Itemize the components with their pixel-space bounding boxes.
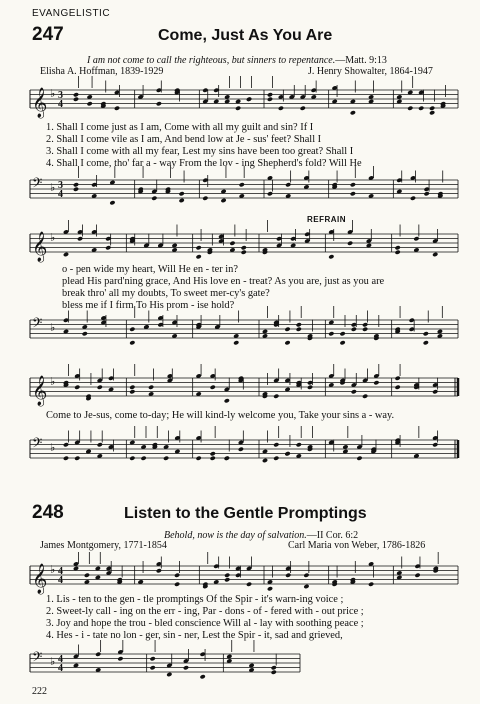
note-head — [303, 584, 309, 589]
time-signature-top: 4 — [58, 566, 63, 577]
bass-staff-system-1 — [0, 646, 480, 686]
flat-icon: ♭ — [50, 87, 56, 100]
verse-line-1: 1. Lis - ten to the gen - tle promptings Of the Spir - it's warn-ing voice ; — [46, 594, 344, 605]
note-head — [82, 331, 88, 336]
note-head — [202, 196, 208, 201]
time-signature-bottom: 4 — [58, 99, 63, 110]
verse-line-1: o - pen wide my heart, Will He en - ter in? — [62, 264, 238, 275]
note-head — [271, 665, 277, 670]
verse-line-4: 4. Hes - i - tate no lon - ger, sin - ner, Lest the Spir - it, sad and grieved, — [46, 630, 343, 641]
note-head — [179, 198, 185, 203]
note-head — [423, 340, 429, 345]
note-head — [129, 327, 135, 332]
note-head — [238, 447, 244, 452]
note-head — [278, 106, 284, 111]
note-head — [246, 582, 252, 587]
note-head — [220, 198, 226, 203]
verse-line-3: break thro' all my doubts, To sweet mer-cy's gate? — [62, 288, 270, 299]
composer-credit: J. Henry Showalter, 1864-1947 — [308, 66, 433, 77]
verse-line-4: 4. Shall I come, tho' far a - way From the lov - ing Shepherd's fold? Will He — [46, 158, 362, 169]
note-head — [285, 182, 291, 187]
note-head — [210, 451, 216, 456]
time-signature-bottom: 4 — [58, 663, 63, 674]
note-head — [63, 456, 69, 461]
epigraph-text: Behold, now is the day of salvation. — [164, 530, 307, 541]
note-head — [63, 252, 69, 257]
note-head — [241, 245, 247, 250]
note-head — [117, 656, 123, 661]
note-head — [350, 110, 356, 115]
note-head — [414, 573, 420, 578]
note-head — [362, 394, 368, 399]
bass-clef-icon: 𝄢 — [32, 649, 43, 668]
note-head — [429, 106, 435, 111]
flat-icon: ♭ — [50, 181, 56, 194]
note-head — [296, 322, 302, 327]
note-head — [284, 327, 290, 332]
note-head — [151, 196, 157, 201]
note-head — [368, 582, 374, 587]
page-number: 222 — [32, 686, 47, 697]
bass-clef-icon: 𝄢 — [32, 315, 43, 334]
note-head — [328, 331, 334, 336]
note-head — [410, 196, 416, 201]
note-head — [362, 322, 368, 327]
note-head — [129, 385, 135, 390]
note-head — [84, 573, 90, 578]
hymn-number: 247 — [32, 24, 64, 45]
note-head — [423, 331, 429, 336]
note-head — [129, 340, 135, 345]
note-head — [350, 182, 356, 187]
epigraph-reference: —II Cor. 6:2 — [306, 530, 359, 541]
note-head — [271, 670, 277, 675]
note-head — [233, 340, 239, 345]
note-head — [284, 340, 290, 345]
time-signature-bottom: 4 — [58, 575, 63, 586]
lyricist-credit: Elisha A. Hoffman, 1839-1929 — [40, 66, 164, 77]
note-head — [63, 442, 69, 447]
bass-clef-icon: 𝄢 — [32, 435, 43, 454]
hymn-title: Come, Just As You Are — [158, 27, 333, 44]
note-head — [432, 442, 438, 447]
flat-icon: ♭ — [50, 655, 56, 668]
note-head — [210, 385, 216, 390]
time-signature-top: 4 — [58, 654, 63, 665]
flat-icon: ♭ — [50, 441, 56, 454]
note-head — [73, 97, 79, 102]
hymn-number: 248 — [32, 502, 64, 523]
note-head — [296, 442, 302, 447]
note-head — [196, 245, 202, 250]
note-head — [74, 456, 80, 461]
flat-icon: ♭ — [50, 321, 56, 334]
note-head — [224, 573, 230, 578]
note-head — [166, 672, 172, 677]
note-head — [373, 380, 379, 385]
flat-icon: ♭ — [50, 375, 56, 388]
time-signature-top: 3 — [58, 180, 63, 191]
note-head — [95, 652, 101, 657]
note-head — [77, 236, 83, 241]
note-head — [129, 389, 135, 394]
note-head — [174, 582, 180, 587]
note-head — [239, 182, 245, 187]
note-head — [395, 376, 401, 381]
note-head — [105, 245, 111, 250]
note-head — [241, 250, 247, 255]
note-head — [429, 110, 435, 115]
note-head — [224, 577, 230, 582]
note-head — [196, 254, 202, 259]
note-head — [328, 254, 334, 259]
time-signature-top: 3 — [58, 90, 63, 101]
note-head — [340, 331, 346, 336]
note-head — [395, 250, 401, 255]
note-head — [267, 586, 273, 591]
note-head — [74, 385, 80, 390]
time-signature-bottom: 4 — [58, 189, 63, 200]
bass-clef-icon: 𝄢 — [32, 175, 43, 194]
refrain-label: REFRAIN — [307, 215, 347, 224]
note-head — [351, 327, 357, 332]
note-head — [296, 327, 302, 332]
note-head — [307, 385, 313, 390]
note-head — [200, 674, 206, 679]
note-head — [229, 241, 235, 246]
note-head — [432, 389, 438, 394]
treble-clef-icon: 𝄞 — [32, 232, 48, 262]
note-head — [407, 106, 413, 111]
note-head — [413, 236, 419, 241]
note-head — [224, 398, 230, 403]
note-head — [432, 252, 438, 257]
note-head — [395, 245, 401, 250]
note-head — [156, 101, 162, 106]
lyricist-credit: James Montgomery, 1771-1854 — [40, 540, 167, 551]
note-head — [267, 97, 273, 102]
note-head — [267, 191, 273, 196]
note-head — [97, 442, 103, 447]
note-head — [156, 568, 162, 573]
note-head — [246, 97, 252, 102]
epigraph-text: I am not come to call the righteous, but sinners to repentance. — [87, 55, 336, 66]
epigraph-reference: —Matt. 9:13 — [335, 55, 387, 66]
verse-line-1: 1. Shall I come just as I am, Come with all my guilt and sin? If I — [46, 122, 314, 133]
note-head — [73, 182, 79, 187]
note-head — [109, 200, 115, 205]
note-head — [284, 451, 290, 456]
note-head — [148, 385, 154, 390]
note-head — [224, 456, 230, 461]
verse-line-3: 3. Shall I come with all my fear, Lest my sins have been too great? Shall I — [46, 146, 354, 157]
note-head — [362, 327, 368, 332]
verse-line-2: 2. Sweet-ly call - ing on the err - ing, Par - dons - of - fered with - out price ; — [46, 606, 364, 617]
note-head — [73, 187, 79, 192]
composer-credit: Carl Maria von Weber, 1786-1826 — [288, 540, 426, 551]
note-head — [73, 92, 79, 97]
verse-line-4: bless me if I firm To His prom - ise hold? — [62, 300, 235, 311]
note-head — [210, 456, 216, 461]
bass-staff-system-1 — [0, 172, 480, 212]
bass-staff-system-2 — [0, 312, 480, 352]
note-head — [273, 394, 279, 399]
note-head — [351, 389, 357, 394]
note-head — [347, 241, 353, 246]
treble-staff-system-1 — [0, 558, 480, 598]
note-head — [418, 106, 424, 111]
note-head — [267, 92, 273, 97]
note-head — [262, 458, 268, 463]
flat-icon: ♭ — [50, 231, 56, 244]
treble-clef-icon: 𝄞 — [32, 564, 48, 594]
verse-line-2: plead His pard'ning grace, And His love en - treat? As you are, just as you are — [62, 276, 385, 287]
note-head — [273, 456, 279, 461]
hymn-title: Listen to the Gentle Promptings — [124, 505, 367, 522]
note-head — [395, 385, 401, 390]
note-head — [174, 573, 180, 578]
note-head — [114, 106, 120, 111]
note-head — [150, 656, 156, 661]
section-label: EVANGELISTIC — [32, 8, 111, 19]
treble-staff-system-2 — [0, 226, 480, 266]
verse-line-2: 2. Shall I come vile as I am, And bend low at Je - sus' feet? Shall I — [46, 134, 322, 145]
note-head — [350, 191, 356, 196]
verse-line-1: Come to Je-sus, come to-day; He will kind-ly welcome you, Take your sins a - way. — [46, 410, 395, 421]
note-head — [97, 385, 103, 390]
note-head — [150, 665, 156, 670]
note-head — [183, 665, 189, 670]
note-head — [235, 106, 241, 111]
note-head — [179, 191, 185, 196]
note-head — [356, 456, 362, 461]
verse-line-3: 3. Joy and hope the trou - bled conscience Will al - lay with soothing peace ; — [46, 618, 364, 629]
treble-clef-icon: 𝄞 — [32, 376, 48, 406]
note-head — [424, 191, 430, 196]
treble-clef-icon: 𝄞 — [32, 88, 48, 118]
note-head — [273, 442, 279, 447]
note-head — [285, 573, 291, 578]
note-head — [87, 101, 93, 106]
note-head — [303, 573, 309, 578]
note-head — [129, 456, 135, 461]
note-head — [340, 340, 346, 345]
bass-staff-system-3 — [0, 432, 480, 472]
note-head — [196, 456, 202, 461]
treble-staff-system-3 — [0, 370, 480, 410]
note-head — [163, 456, 169, 461]
treble-staff-system-1 — [0, 82, 480, 122]
note-head — [141, 456, 147, 461]
note-head — [300, 106, 306, 111]
flat-icon: ♭ — [50, 563, 56, 576]
